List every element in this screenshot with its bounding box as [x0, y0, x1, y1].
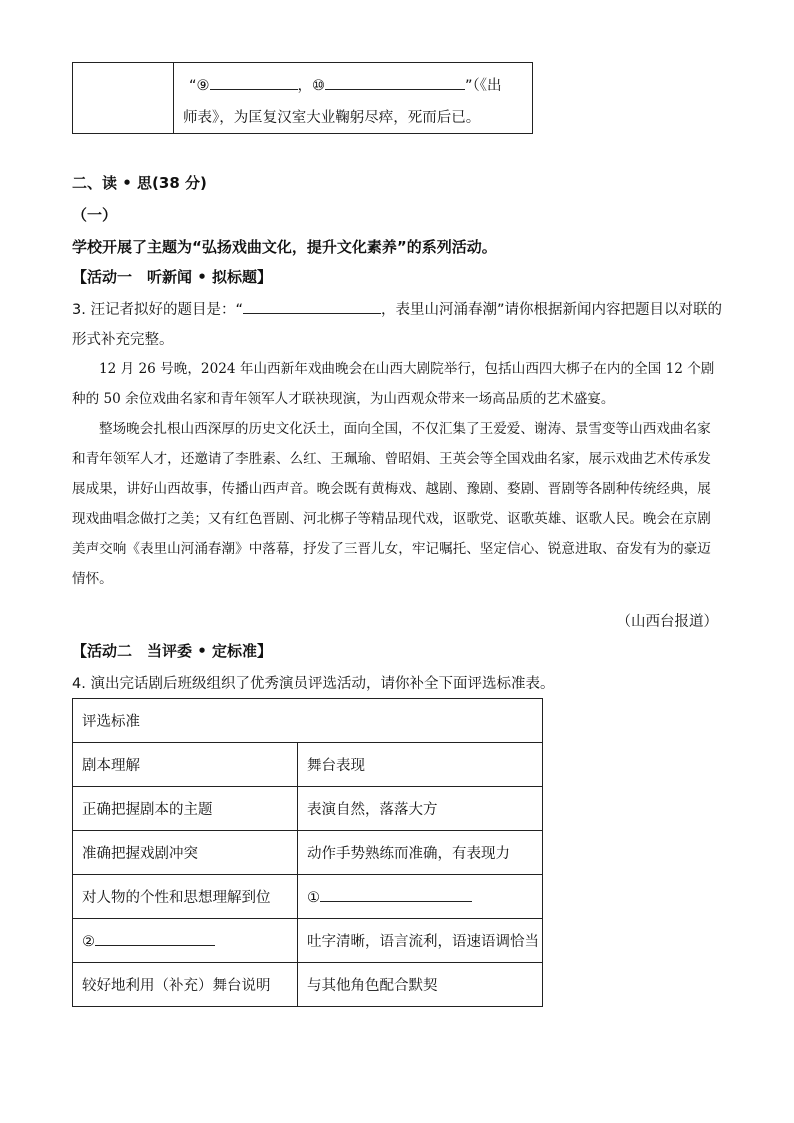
question-3-line2: 形式补充完整。: [72, 332, 174, 348]
table-row: [73, 699, 543, 743]
column-head-script: 剧本理解: [73, 743, 298, 787]
table-row: [73, 743, 543, 787]
column-head-stage: 舞台表现: [298, 743, 543, 787]
section-title: 二、读 • 思(38 分): [72, 174, 207, 192]
table-cell: 吐字清晰，语言流利，语速语调恰当: [298, 919, 543, 963]
news-paragraph-1: 12 月 26 号晚，2024 年山西新年戏曲晚会在山西大剧院举行，包括山西四大梆子在内的全国 12 个剧种的 50 余位戏曲名家和青年领军人才联袂现演，为山西观众带来一场高品质的艺术盛宴。: [72, 361, 715, 407]
table-cell: 较好地利用（补充）舞台说明: [73, 963, 298, 1007]
answer-blank-9[interactable]: [210, 75, 298, 90]
blank-1-label: ①: [307, 890, 320, 906]
table-cell-blank-2: [73, 919, 298, 963]
criteria-header: 评选标准: [73, 699, 543, 743]
blank-10-label: ，⑩: [297, 78, 326, 94]
criteria-table: [72, 698, 543, 1007]
answer-blank-q3[interactable]: [243, 299, 381, 314]
question-4: 4. 演出完话剧后班级组织了优秀演员评选活动，请你补全下面评选标准表。: [72, 676, 555, 692]
blank-2-label: ②: [82, 934, 95, 950]
part-label: （一）: [72, 206, 118, 224]
activity2-title: 【活动二 当评委 • 定标准】: [72, 642, 273, 660]
table-row: [73, 787, 543, 831]
table-cell: 对人物的个性和思想理解到位: [73, 875, 298, 919]
question-3-prefix: 3. 汪记者拟好的题目是：“: [72, 302, 243, 318]
blank-9-label: “⑨: [189, 78, 210, 94]
fill-blank-line-9-10: [189, 74, 502, 95]
answer-blank-2[interactable]: [95, 931, 215, 946]
table-cell: 准确把握戏剧冲突: [73, 831, 298, 875]
question-3-line1: [72, 298, 722, 319]
table-cell: 正确把握剧本的主题: [73, 787, 298, 831]
question-3-suffix: ，表里山河涌春潮”请你根据新闻内容把题目以对联的: [380, 302, 722, 318]
citation-open: ”（《出: [465, 78, 502, 94]
answer-blank-10[interactable]: [325, 75, 465, 90]
continuation-table: [72, 62, 533, 134]
answer-blank-1[interactable]: [320, 887, 472, 902]
table-cell: 动作手势熟练而准确，有表现力: [298, 831, 543, 875]
table-cell-blank-1: [298, 875, 543, 919]
news-article: [72, 354, 720, 594]
news-paragraph-2: 整场晚会扎根山西深厚的历史文化沃土，面向全国，不仅汇集了王爱爱、谢涛、景雪变等山西戏曲名家和青年领军人才，还邀请了李胜素、么红、王珮瑜、曾昭娟、王英会等全国戏曲名家，展示戏曲艺术传承发展成果，讲好山西故事，传播山西声音。晚会既有黄梅戏、越剧、豫剧、婺剧、晋剧等各剧种传统经典，展现戏曲唱念做打之美；又有红色晋剧、河北梆子等精品现代戏，讴歌党、讴歌英雄、讴歌人民。晚会在京剧美声交响《表里山河涌春潮》中落幕，抒发了三晋儿女，牢记嘱托、坚定信心、锐意进取、奋发有为的豪迈情怀。: [72, 421, 711, 587]
table-row: [73, 831, 543, 875]
table-row: [73, 963, 543, 1007]
citation-text: 师表》，为匡复汉室大业鞠躬尽瘁，死而后已。: [183, 110, 481, 126]
table-row: [73, 875, 543, 919]
table-cell: 与其他角色配合默契: [298, 963, 543, 1007]
activity1-title: 【活动一 听新闻 • 拟标题】: [72, 268, 273, 286]
table-cell: 表演自然，落落大方: [298, 787, 543, 831]
news-source: （山西台报道）: [616, 614, 718, 630]
theme-sentence: 学校开展了主题为“弘扬戏曲文化，提升文化素养”的系列活动。: [72, 238, 497, 256]
table-row: [73, 919, 543, 963]
table-divider: [173, 63, 174, 133]
